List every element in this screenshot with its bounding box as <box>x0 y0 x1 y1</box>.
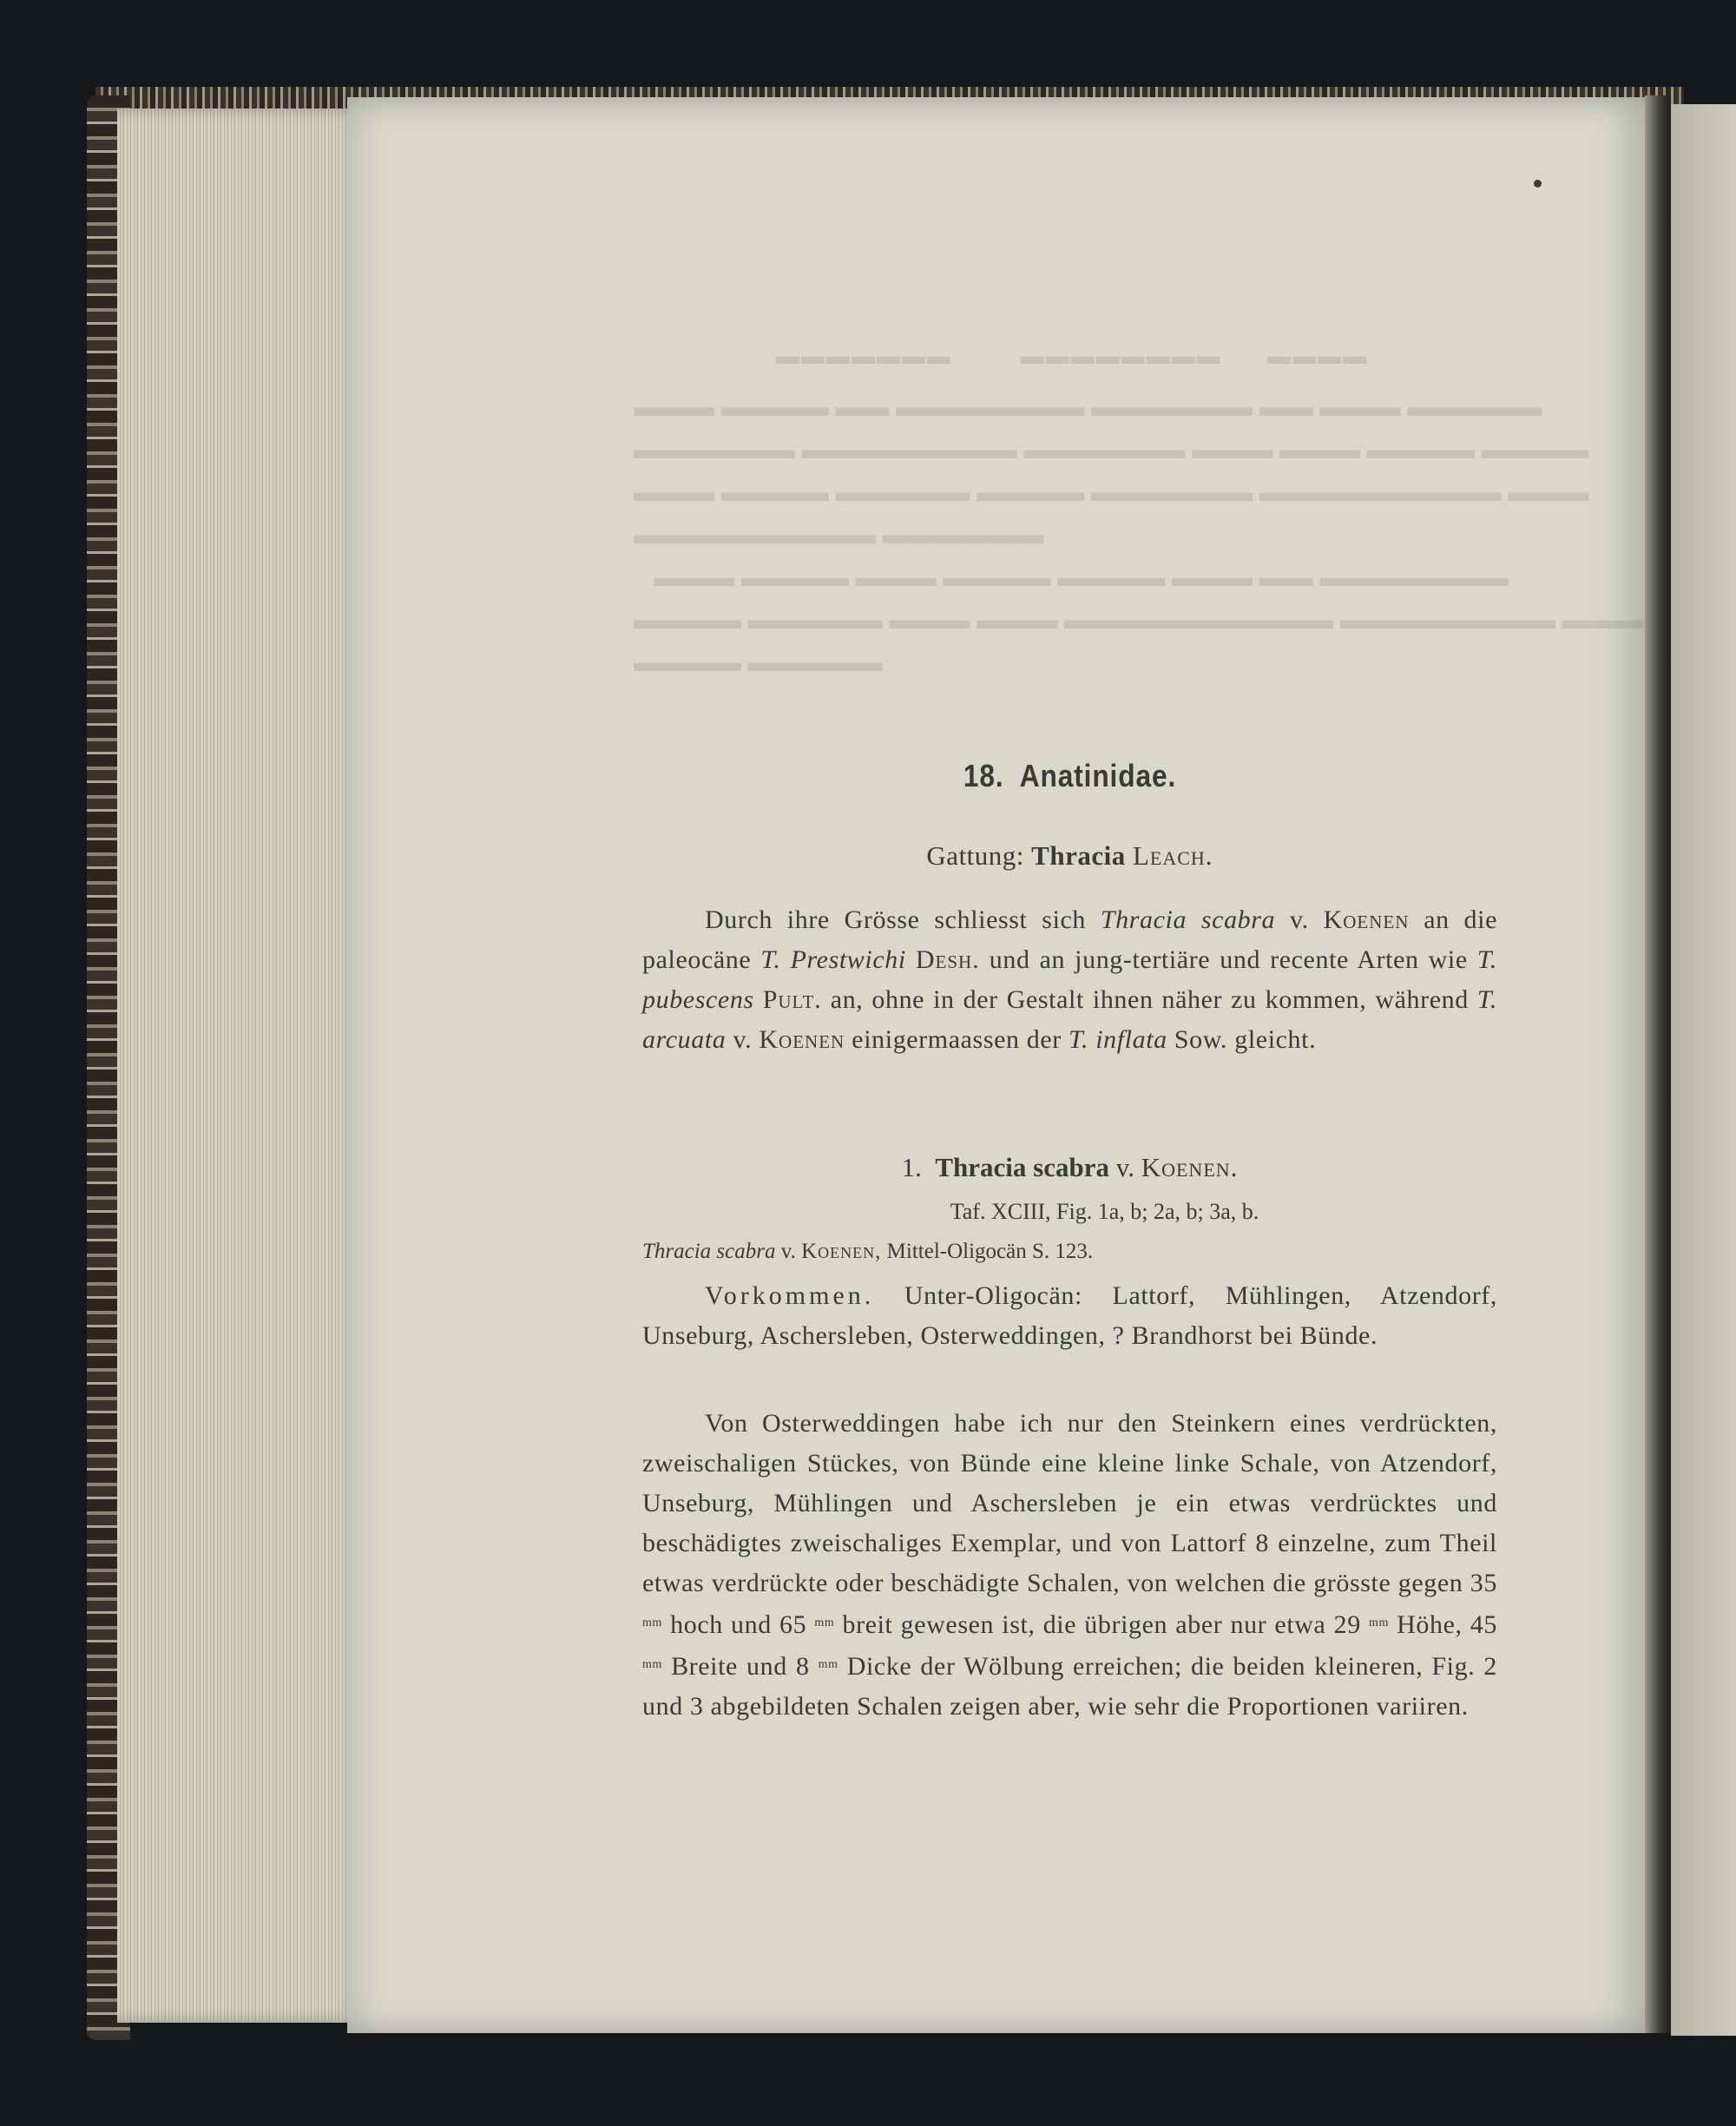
unit-mm: mm <box>818 1658 838 1671</box>
description-paragraph <box>642 1404 1497 1727</box>
synonym-prefix: v. <box>780 1240 796 1263</box>
unit-mm: mm <box>642 1658 662 1671</box>
intro-text: an die paleocäne <box>642 905 1498 974</box>
author-name: Desh. <box>915 945 980 974</box>
ink-speck <box>1534 180 1542 188</box>
occurrence-label: Vorkommen. <box>705 1281 875 1310</box>
intro-text: einigermaassen der <box>845 1025 1069 1054</box>
description-text: hoch und 65 <box>661 1610 807 1639</box>
intro-text <box>754 985 763 1014</box>
description-text: breit gewesen ist, die übrigen aber nur etwa 29 <box>834 1610 1361 1639</box>
synonymy-line <box>642 1240 1497 1264</box>
synonym-author: Koenen, <box>801 1240 882 1263</box>
section-heading <box>694 758 1446 794</box>
page-stack-edges <box>117 109 365 2023</box>
synonym-name: Thracia scabra <box>642 1240 776 1263</box>
occurrence-text: Unter-Oligocän: Lattorf, Mühlingen, Atzendorf, Unseburg, Aschersleben, Osterweddingen, ? Brandhorst bei Bünde. <box>642 1281 1497 1350</box>
description-text: Dicke der Wölbung erreichen; die beiden kleineren, Fig. 2 und 3 abgebildeten Schalen zeigen aber, wie sehr die Proportionen variiren. <box>642 1652 1497 1721</box>
author-name: Koenen <box>759 1025 845 1054</box>
unit-mm: mm <box>1369 1616 1389 1629</box>
synonym-reference: Mittel-Oligocän S. 123. <box>886 1240 1094 1263</box>
page-gutter <box>1645 95 1671 2033</box>
species-number: 1. <box>901 1152 922 1182</box>
section-title: Anatinidae. <box>1019 758 1177 793</box>
occurrence-paragraph <box>642 1276 1497 1356</box>
intro-text <box>906 945 916 974</box>
intro-text: v. <box>1275 905 1324 934</box>
species-author: Koenen. <box>1141 1152 1239 1182</box>
description-text: Breite und 8 <box>661 1652 810 1681</box>
species-name: T. pubescens <box>642 945 1498 1014</box>
intro-text: Durch ihre Grösse schliesst sich <box>705 905 1101 934</box>
species-name: T. Prestwichi <box>760 945 906 974</box>
species-name: T. arcuata <box>642 985 1497 1054</box>
author-name: Pult. <box>762 985 822 1014</box>
plate-reference: Taf. XCIII, Fig. 1a, b; 2a, b; 3a, b. <box>950 1199 1259 1224</box>
genus-heading <box>642 840 1497 872</box>
section-number: 18. <box>963 758 1004 793</box>
description-text: Von Osterweddingen habe ich nur den Steinkern eines verdrückten, zweischaligen Stückes, von Bünde eine kleine linke Schale, von Atzendorf, Unseburg, Mühlingen und Aschersleben je ein etwas verdrücktes und beschädigtes zweischaliges Exemplar, und von Lattorf 8 einzelne, zum Theil etwas verdrückte oder beschädigte Schalen, von welchen die grösste gegen 35 <box>642 1409 1497 1597</box>
intro-text: v. <box>726 1025 760 1054</box>
intro-paragraph <box>642 900 1497 1060</box>
unit-mm: mm <box>814 1616 835 1629</box>
intro-text: an, ohne in der Gestalt ihnen näher zu kommen, während <box>821 985 1477 1014</box>
intro-text: Sow. gleicht. <box>1167 1025 1317 1054</box>
unit-mm: mm <box>642 1616 662 1629</box>
author-name: Koenen <box>1323 905 1410 934</box>
species-title: Thracia scabra <box>935 1152 1109 1182</box>
species-prefix: v. <box>1115 1152 1134 1182</box>
intro-text: und an jung-tertiäre und recente Arten wie <box>979 945 1477 974</box>
genus-author: Leach. <box>1132 840 1213 871</box>
species-name: Thracia scabra <box>1100 905 1276 934</box>
species-name: T. inflata <box>1068 1025 1167 1054</box>
species-heading <box>642 1152 1497 1183</box>
show-through-text: ▬▬▬▬▬▬▬ ▬▬▬▬▬▬▬▬ ▬▬▬▬ ▬▬▬ ▬▬▬▬ ▬▬ ▬▬▬▬▬▬▬ ▬▬▬▬▬▬ ▬▬ ▬▬▬ ▬▬▬▬▬ ▬▬▬▬▬▬ ▬▬▬▬▬▬▬▬ ▬▬▬▬▬▬ ▬▬▬ ▬▬▬ ▬▬▬▬ ▬▬▬▬ ▬▬▬ ▬▬▬▬ ▬▬▬▬▬ ▬▬▬▬ ▬▬▬▬▬▬ ▬▬▬▬▬▬▬▬▬ ▬▬▬ ▬▬▬▬▬▬▬▬▬ ▬▬▬▬▬▬ ▬▬▬ ▬▬▬▬ ▬▬▬ ▬▬▬▬ ▬▬▬▬ ▬▬▬ ▬▬ ▬▬▬▬▬▬▬ ▬▬▬▬ ▬▬▬▬▬ ▬▬▬ ▬▬▬ ▬▬▬▬▬▬▬▬▬▬ ▬▬▬▬▬▬▬▬ ▬▬▬ ▬▬▬▬ ▬▬▬▬▬ <box>634 343 1643 677</box>
genus-name: Thracia <box>1031 840 1126 871</box>
description-text: Höhe, 45 <box>1388 1610 1497 1639</box>
genus-label: Gattung: <box>926 840 1024 871</box>
facing-page-edge <box>1671 104 1736 2036</box>
